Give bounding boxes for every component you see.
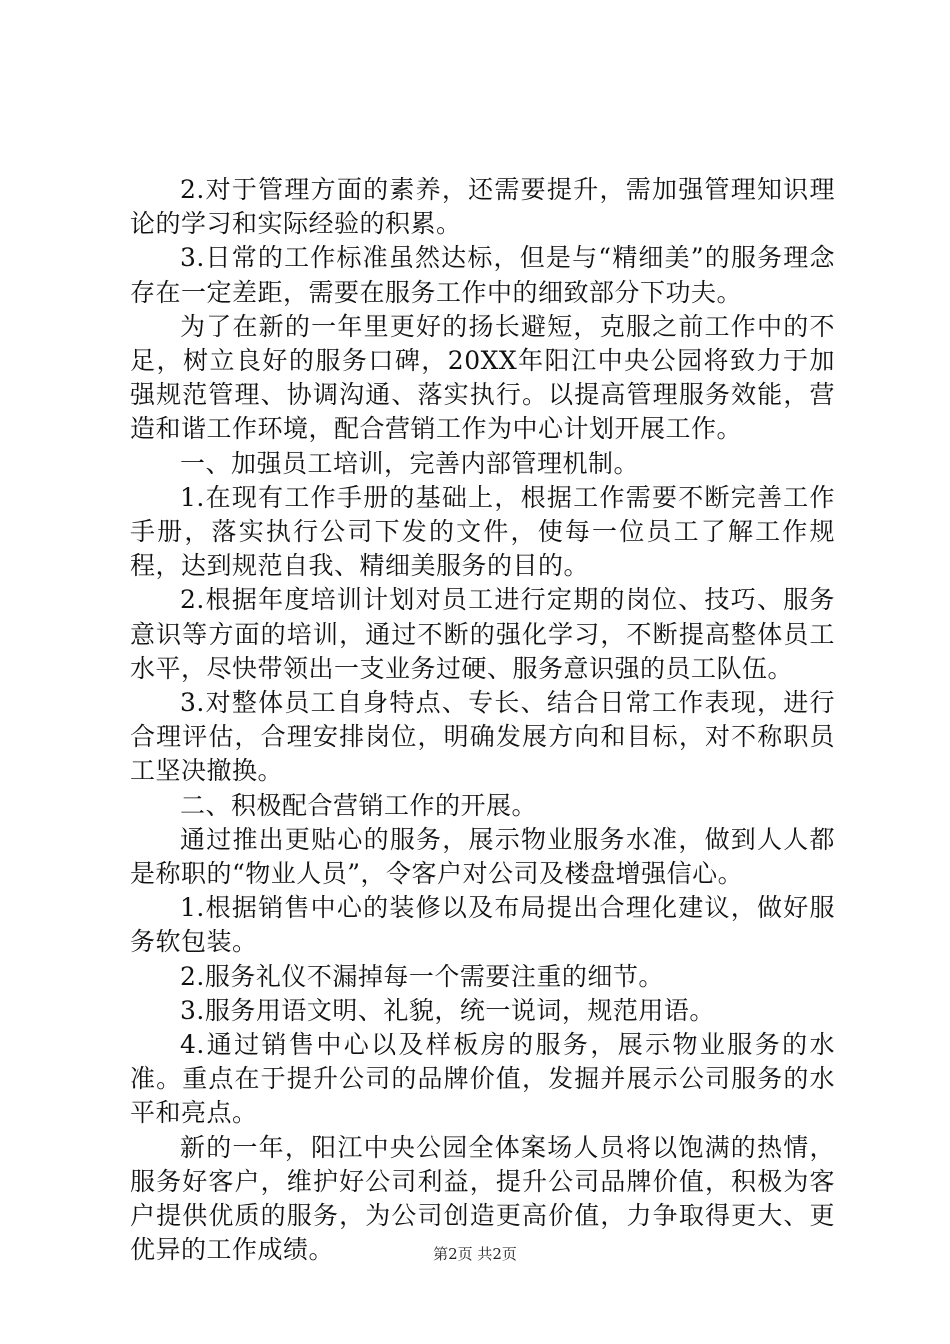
paragraph: 4.通过销售中心以及样板房的服务，展示物业服务的水准。重点在于提升公司的品牌价值，发掘并展示公司服务的水平和亮点。: [130, 1030, 835, 1128]
paragraph: 2.服务礼仪不漏掉每一个需要注重的细节。: [180, 961, 664, 991]
paragraph: 通过推出更贴心的服务，展示物业服务水准，做到人人都是称职的“物业人员”，令客户对公司及楼盘增强信心。: [130, 824, 835, 889]
paragraph: 3.服务用语文明、礼貌，统一说词，规范用语。: [180, 995, 715, 1025]
paragraph: 3.对整体员工自身特点、专长、结合日常工作表现，进行合理评估，合理安排岗位，明确发展方向和目标，对不称职员工坚决撤换。: [130, 688, 835, 786]
paragraph: 3.日常的工作标准虽然达标，但是与“精细美”的服务理念存在一定差距，需要在服务工作中的细致部分下功夫。: [130, 243, 835, 307]
paragraph: 为了在新的一年里更好的扬长避短，克服之前工作中的不足，树立良好的服务口碑，20XX年阳江中央公园将致力于加强规范管理、协调沟通、落实执行。以提高管理服务效能，营造和谐工作环境，配合营销工作为中心计划开展工作。: [130, 311, 835, 444]
section-heading: 二、积极配合营销工作的开展。: [180, 790, 538, 820]
paragraph: 1.在现有工作手册的基础上，根据工作需要不断完善工作手册，落实执行公司下发的文件，使每一位员工了解工作规程，达到规范自我、精细美服务的目的。: [130, 482, 835, 581]
paragraph: 1.根据销售中心的装修以及布局提出合理化建议，做好服务软包装。: [130, 893, 835, 957]
paragraph: 2.对于管理方面的素养，还需要提升，需加强管理知识理论的学习和实际经验的积累。: [130, 175, 835, 239]
paragraph: 新的一年，阳江中央公园全体案场人员将以饱满的热情，服务好客户，维护好公司利益，提升公司品牌价值，积极为客户提供优质的服务，为公司创造更高价值，力争取得更大、更优异的工作成绩。: [130, 1132, 835, 1265]
page-number-footer: 第2页 共2页: [433, 1245, 517, 1263]
document-body: [130, 173, 835, 1268]
section-heading: 一、加强员工培训，完善内部管理机制。: [180, 448, 640, 478]
paragraph: 2.根据年度培训计划对员工进行定期的岗位、技巧、服务意识等方面的培训，通过不断的强化学习，不断提高整体员工水平，尽快带领出一支业务过硬、服务意识强的员工队伍。: [130, 585, 835, 683]
